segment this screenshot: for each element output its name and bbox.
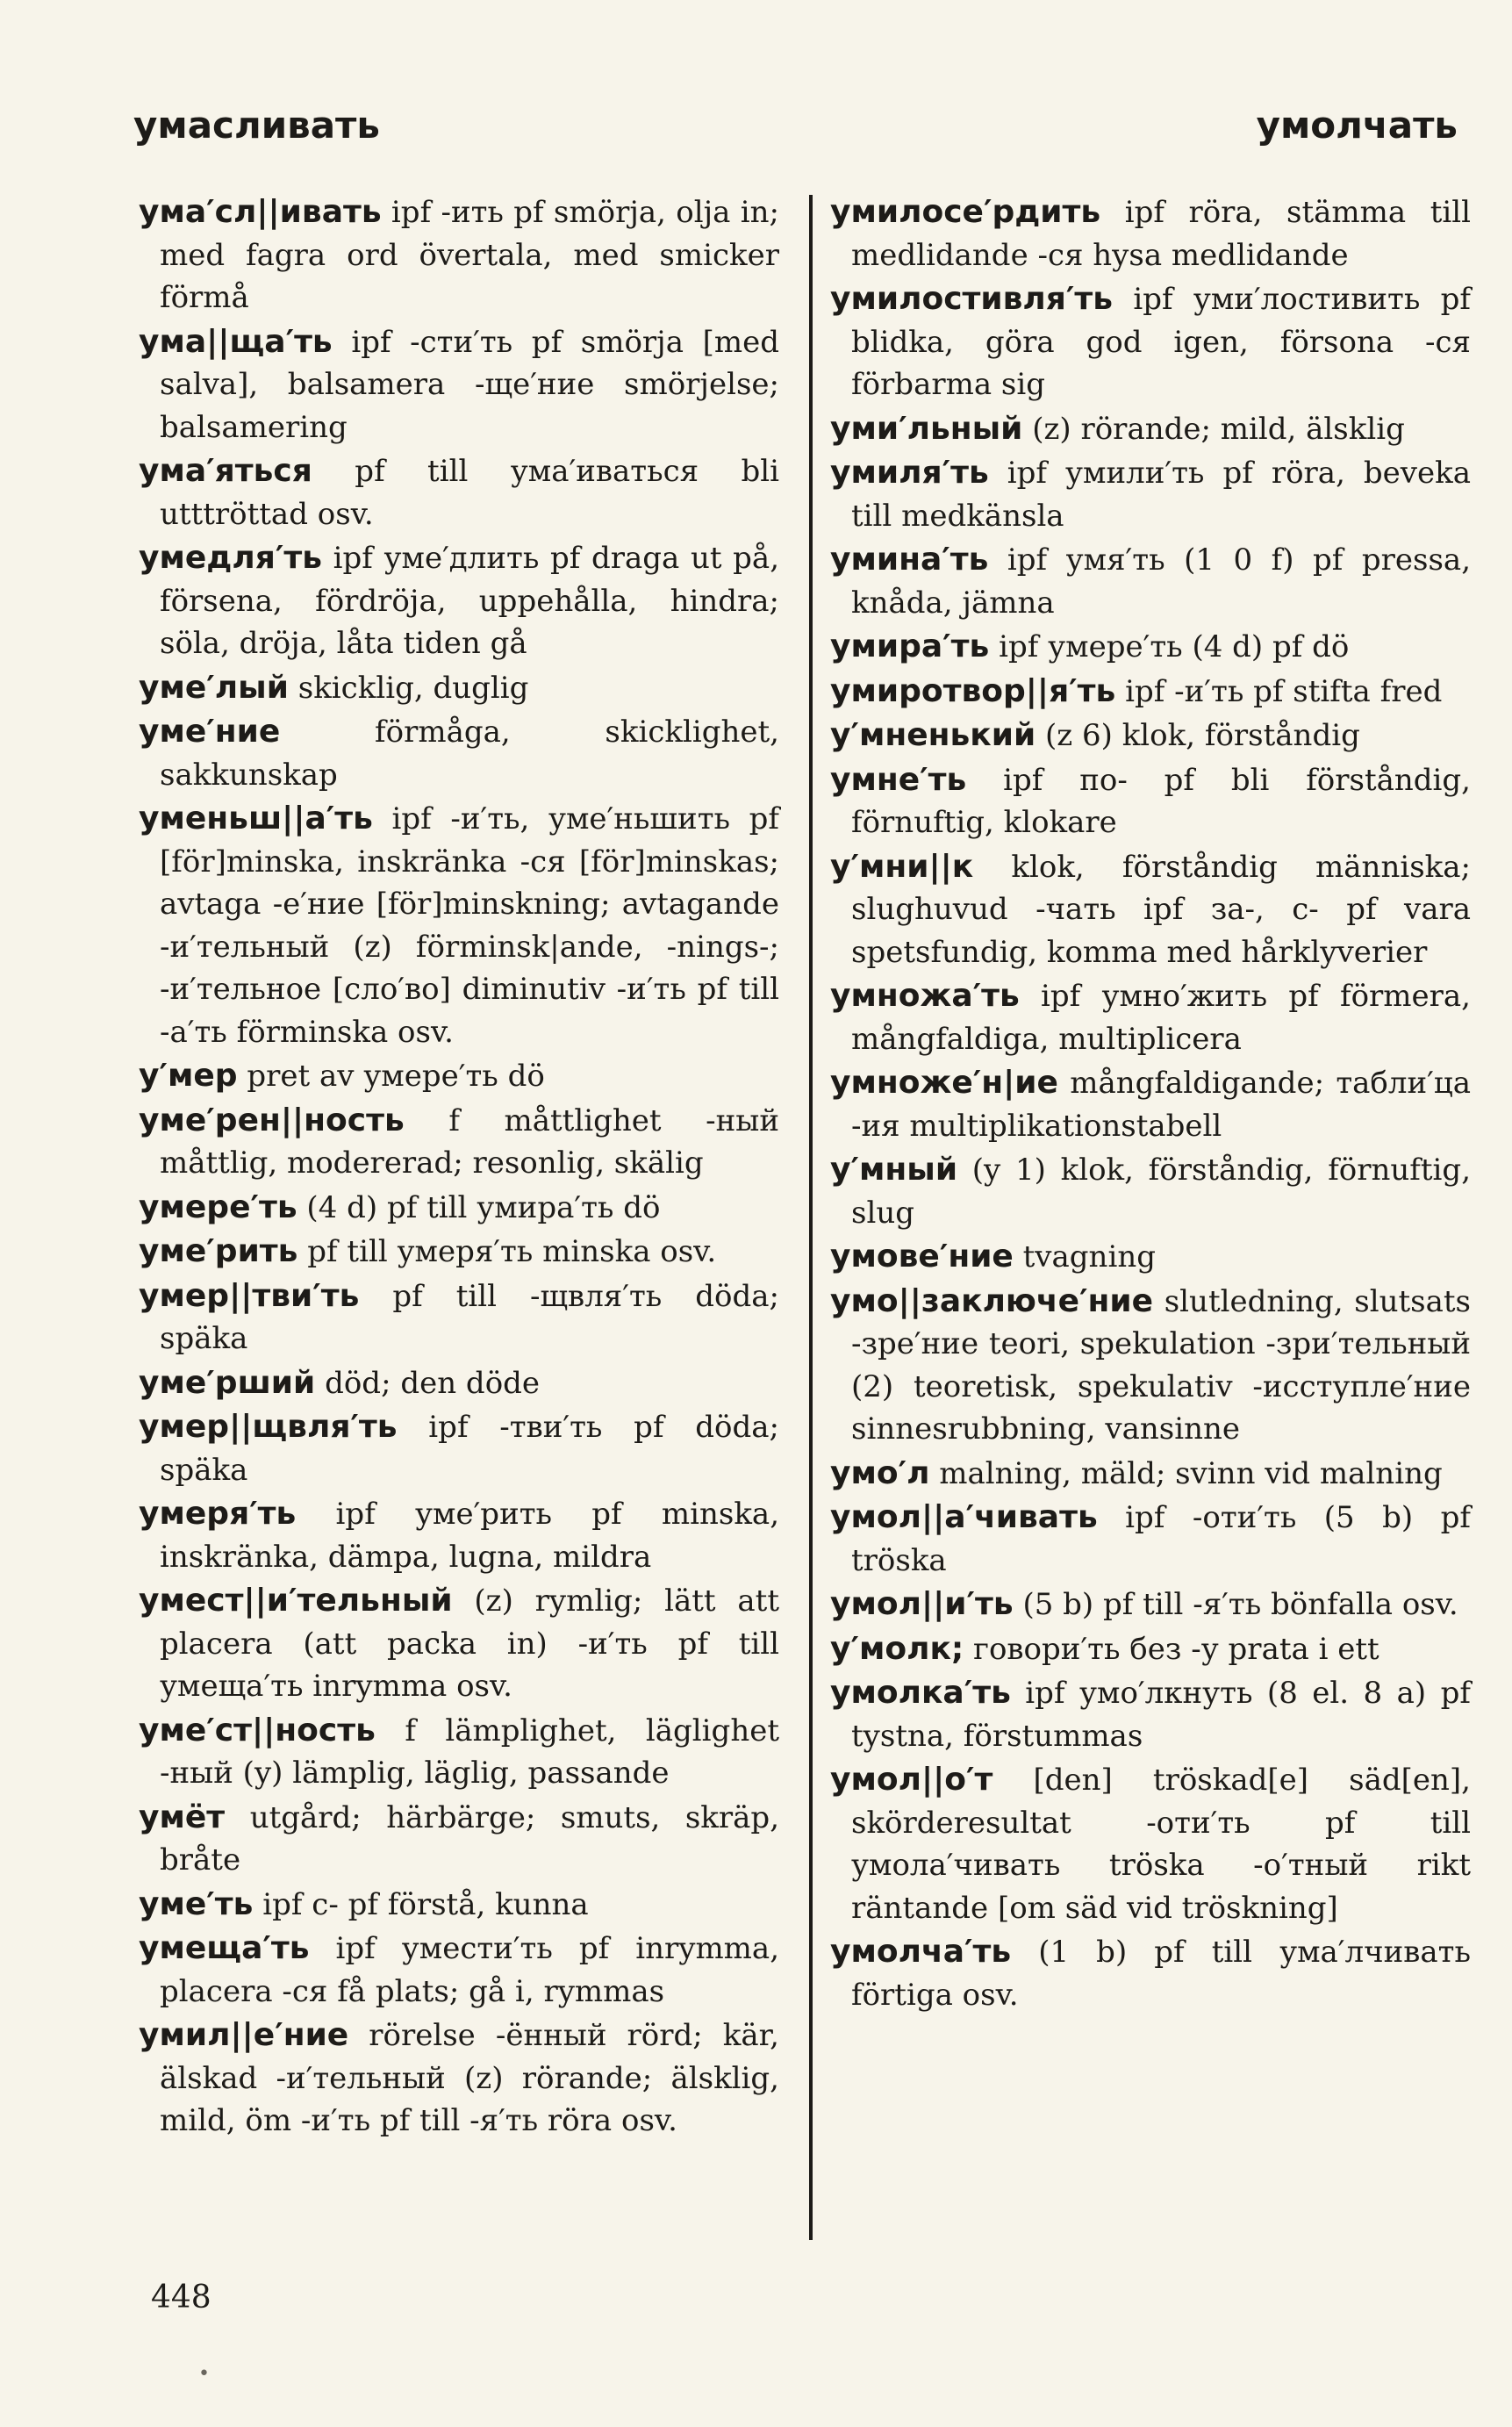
- dictionary-entry: [830, 626, 1471, 669]
- entry-definition: pf till ума′иваться bli utttröttad osv.: [160, 454, 779, 532]
- column-divider: [809, 195, 813, 2240]
- entry-definition: [den] tröskad[e] säd[en], skörderesultat -оти′ть pf till умола′чивать tröska -о′тный rikt räntande [om säd vid tröskning]: [851, 1763, 1471, 1926]
- entry-definition: ipf по- pf bli förståndig, förnuftig, klokare: [851, 762, 1471, 840]
- header-last-word: умолчать: [1256, 104, 1458, 147]
- entry-headword: умёт: [139, 1799, 226, 1835]
- entry-definition: f måttlighet -ный måttlig, modererad; resonlig, skälig: [160, 1102, 779, 1181]
- entry-headword: умножа′ть: [830, 978, 1020, 1014]
- entry-definition: ipf умно′жить pf förmera, mångfaldiga, multiplicera: [851, 979, 1471, 1057]
- dictionary-entry: [830, 671, 1471, 714]
- dictionary-entry: [139, 450, 779, 535]
- entry-definition: (y 1) klok, förståndig, förnuftig, slug: [851, 1152, 1471, 1231]
- entry-headword: умедля′ть: [139, 540, 322, 576]
- dictionary-entry: [830, 1062, 1471, 1147]
- entry-headword: умиля′ть: [830, 455, 989, 491]
- entry-headword: умол||о′т: [830, 1762, 993, 1798]
- entry-headword: умо||заключе′ние: [830, 1282, 1154, 1319]
- entry-definition: skicklig, duglig: [288, 670, 529, 706]
- entry-definition: ipf -сти′ть pf smörja [med salva], balsamera -ще′ние smörjelse; balsamering: [160, 324, 779, 445]
- dictionary-entry: [830, 975, 1471, 1060]
- entry-headword: умеря′ть: [139, 1496, 297, 1532]
- entry-definition: ipf умо′лкнуть (8 el. 8 a) pf tystna, förstummas: [851, 1676, 1471, 1754]
- entry-definition: pf till умеря′ть minska osv.: [297, 1234, 717, 1269]
- entry-headword: уме′ст||ность: [139, 1712, 376, 1748]
- entry-definition: (z) rörande; mild, älsklig: [1022, 411, 1405, 447]
- entry-definition: ipf уми′лостивить pf blidka, göra god igen, försona -ся förbarma sig: [851, 282, 1471, 402]
- entry-definition: mångfaldigande; табли′ца -ия multiplikationstabell: [851, 1066, 1471, 1144]
- dictionary-entry: [830, 1236, 1471, 1279]
- entry-definition: (z) rymlig; lätt att placera (att packa in) -и′ть pf till умеща′ть inrymma osv.: [160, 1583, 779, 1704]
- entry-definition: ipf умя′ть (1 0 f) pf pressa, knåda, jämna: [851, 542, 1471, 621]
- entry-definition: utgård; härbärge; smuts, skräp, bråte: [160, 1799, 779, 1878]
- entry-headword: умолка′ть: [830, 1675, 1011, 1711]
- dictionary-entry: [139, 1580, 779, 1708]
- entry-headword: умилосе′рдить: [830, 194, 1101, 230]
- dictionary-entry: [830, 191, 1471, 276]
- dictionary-entry: [139, 537, 779, 665]
- dictionary-entry: [139, 1406, 779, 1491]
- entry-headword: умира′ть: [830, 628, 990, 664]
- dictionary-entry: [830, 1149, 1471, 1234]
- dictionary-entry: [139, 1055, 779, 1098]
- entry-definition: ipf уме′длить pf draga ut på, försena, fördröja, uppehålla, hindra; söla, dröja, låta tiden gå: [160, 541, 779, 661]
- entry-definition: förmåga, skicklighet, sakkunskap: [160, 714, 779, 793]
- entry-definition: (5 b) pf till -я′ть bönfalla osv.: [1013, 1587, 1458, 1622]
- entry-definition: (1 b) pf till ума′лчивать förtiga osv.: [851, 1935, 1471, 2013]
- dictionary-entry: [139, 1275, 779, 1361]
- dictionary-entry: [139, 1362, 779, 1405]
- dictionary-entry: [139, 711, 779, 796]
- print-mark: •: [198, 2363, 210, 2385]
- entry-headword: умере′ть: [139, 1188, 297, 1225]
- entry-headword: умеща′ть: [139, 1930, 310, 1966]
- entry-headword: у′мни||к: [830, 848, 974, 885]
- entry-definition: (4 d) pf till умира′ть dö: [297, 1189, 661, 1225]
- entry-headword: уме′лый: [139, 669, 289, 706]
- entry-headword: у′молк;: [830, 1630, 964, 1667]
- dictionary-entry: [830, 1628, 1471, 1671]
- dictionary-entry: [139, 1710, 779, 1795]
- dictionary-entry: [830, 1453, 1471, 1496]
- entry-headword: уменьш||а′ть: [139, 801, 373, 837]
- entry-definition: pf till -щвля′ть döda; späka: [160, 1278, 779, 1356]
- dictionary-entry: [139, 1884, 779, 1927]
- entry-headword: умне′ть: [830, 761, 967, 798]
- entry-definition: död; den döde: [315, 1365, 541, 1401]
- entry-headword: ума′яться: [139, 453, 312, 489]
- entry-headword: ума′сл||ивать: [139, 194, 382, 230]
- dictionary-entry: [830, 714, 1471, 758]
- entry-headword: умове′ние: [830, 1239, 1014, 1275]
- entry-headword: уми′льный: [830, 410, 1023, 447]
- dictionary-entry: [139, 2014, 779, 2143]
- dictionary-entry: [830, 278, 1471, 406]
- entry-headword: умина′ть: [830, 542, 989, 578]
- entry-headword: у′мный: [830, 1152, 958, 1188]
- entry-headword: у′мненький: [830, 717, 1036, 753]
- dictionary-entry: [139, 191, 779, 320]
- entry-headword: умер||тви′ть: [139, 1277, 360, 1314]
- dictionary-entry: [830, 1281, 1471, 1451]
- dictionary-entry: [830, 1497, 1471, 1582]
- entry-definition: ipf -ить pf smörja, olja in; med fagra ord övertala, med smicker förmå: [160, 195, 779, 315]
- dictionary-entry: [139, 1928, 779, 2013]
- dictionary-entry: [830, 539, 1471, 624]
- entry-headword: у′мер: [139, 1058, 238, 1094]
- entry-definition: rörelse -ённый rörd; kär, älskad -и′тельный (z) rörande; älsklig, mild, öm -и′ть pf till -я′ть röra osv.: [160, 2018, 779, 2138]
- entry-headword: умол||а′чивать: [830, 1499, 1098, 1535]
- left-column: [139, 191, 779, 2144]
- entry-definition: slutledning, slutsats -зре′ние teori, spekulation -зри′тельный (2) teoretisk, spekulativ -исступле′ние sinnesrubbning, vansinne: [851, 1283, 1471, 1447]
- entry-definition: ipf умере′ть (4 d) pf dö: [989, 629, 1350, 664]
- entry-definition: klok, förståndig människa; slughuvud -чать ipf за-, с- pf vara spetsfundig, komma med hårklyverier: [851, 849, 1471, 970]
- dictionary-entry: [139, 798, 779, 1053]
- entry-definition: ipf умести′ть pf inrymma, placera -ся få plats; gå i, rymmas: [160, 1931, 779, 2009]
- entry-definition: ipf уме′рить pf minska, inskränka, dämpa, lugna, mildra: [160, 1497, 779, 1575]
- header-first-word: умасливать: [133, 104, 380, 147]
- entry-headword: умол||и′ть: [830, 1586, 1014, 1622]
- entry-headword: умил||е′ние: [139, 2017, 349, 2053]
- entry-headword: умноже′н|ие: [830, 1065, 1058, 1101]
- dictionary-entry: [830, 1759, 1471, 1929]
- entry-headword: умер||щвля′ть: [139, 1409, 398, 1445]
- dictionary-entry: [830, 759, 1471, 844]
- entry-definition: tvagning: [1013, 1239, 1156, 1275]
- right-column: [830, 191, 1471, 2018]
- entry-definition: ipf -оти′ть (5 b) pf tröska: [851, 1500, 1471, 1578]
- entry-headword: умо′л: [830, 1454, 930, 1491]
- dictionary-entry: [139, 1797, 779, 1882]
- entry-headword: ума||ща′ть: [139, 323, 333, 360]
- dictionary-entry: [830, 1672, 1471, 1757]
- entry-definition: pret av умере′ть dö: [237, 1059, 545, 1094]
- entry-headword: умилостивля′ть: [830, 281, 1114, 317]
- entry-headword: уме′рший: [139, 1364, 316, 1401]
- entry-headword: умолча′ть: [830, 1934, 1012, 1970]
- entry-definition: ipf -тви′ть pf döda; späka: [160, 1410, 779, 1488]
- dictionary-entry: [139, 1187, 779, 1230]
- entry-headword: уме′рить: [139, 1233, 298, 1269]
- dictionary-entry: [830, 452, 1471, 537]
- dictionary-entry: [830, 408, 1471, 451]
- entry-definition: (z 6) klok, förståndig: [1035, 718, 1360, 753]
- entry-headword: умест||и′тельный: [139, 1583, 453, 1619]
- dictionary-entry: [830, 1931, 1471, 2016]
- running-header: [133, 104, 1458, 174]
- entry-headword: умиротвор||я′ть: [830, 672, 1116, 709]
- dictionary-entry: [830, 1583, 1471, 1626]
- dictionary-entry: [139, 321, 779, 449]
- entry-definition: malning, mäld; svinn vid malning: [929, 1455, 1443, 1491]
- entry-headword: уме′ть: [139, 1885, 254, 1922]
- entry-definition: ipf röra, stämma till medlidande -ся hysa medlidande: [851, 195, 1471, 273]
- dictionary-entry: [830, 846, 1471, 974]
- entry-definition: ipf с- pf förstå, kunna: [253, 1886, 589, 1922]
- dictionary-entry: [139, 1493, 779, 1578]
- entry-definition: f lämplighet, läglighet -ный (y) lämplig, läglig, passande: [160, 1713, 779, 1791]
- entry-definition: ipf -и′ть, уме′ньшить pf [för]minska, inskränka -ся [för]minskas; avtaga -е′ние [för]minskning; avtagande -и′тельный (z) förminsk|ande, -nings-; -и′тельное [сло′во] diminutiv -и′ть pf till -а′ть förminska osv.: [160, 801, 779, 1050]
- dictionary-entry: [139, 1231, 779, 1274]
- dictionary-entry: [139, 667, 779, 710]
- page-number: 448: [151, 2280, 211, 2316]
- entry-headword: уме′ние: [139, 714, 281, 750]
- entry-definition: ipf умили′ть pf röra, beveka till medkänsla: [851, 456, 1471, 534]
- entry-definition: говори′ть без -у prata i ett: [964, 1631, 1379, 1667]
- entry-definition: ipf -и′ть pf stifta fred: [1115, 673, 1443, 709]
- entry-headword: уме′рен||ность: [139, 1102, 405, 1138]
- dictionary-entry: [139, 1100, 779, 1185]
